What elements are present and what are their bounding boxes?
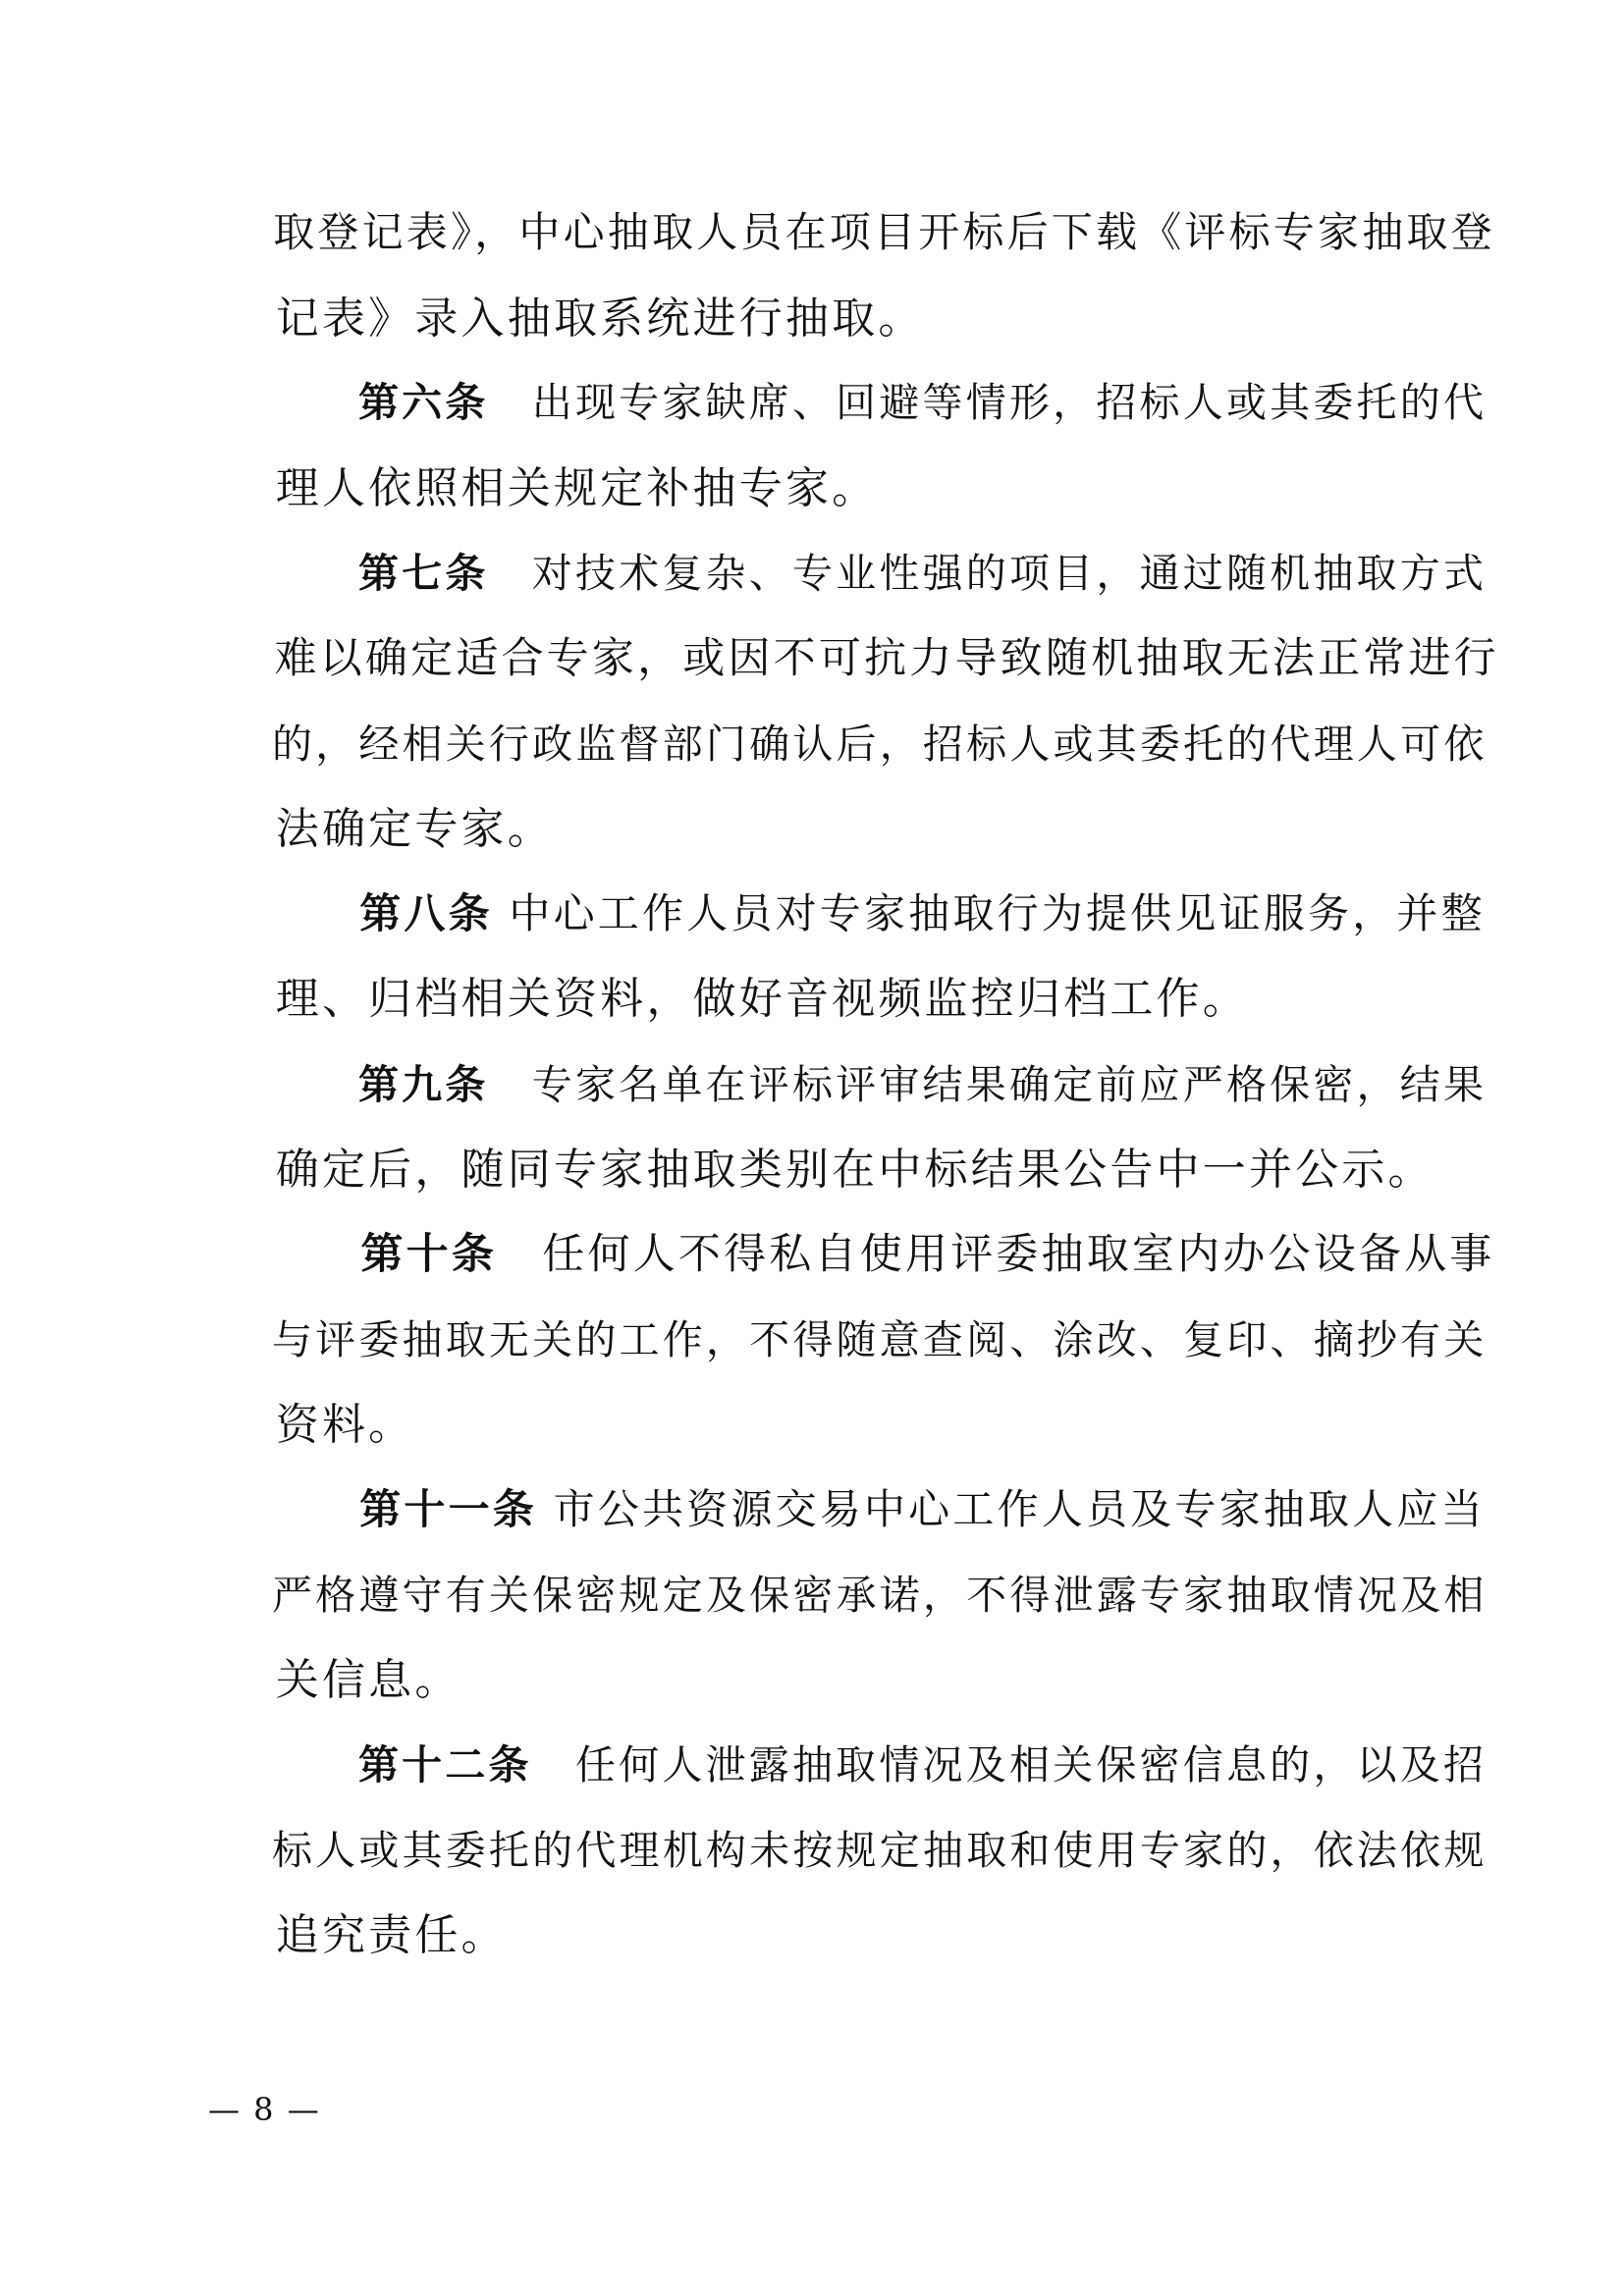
- page-number: — 8 —: [208, 2091, 321, 2128]
- text-line: [0, 1067, 1624, 1195]
- text-line: [0, 1492, 1624, 1619]
- text-segment: 的，经相关行政监督部门确认后，招标人或其委托的代理人可依: [271, 721, 1488, 768]
- text-segment: 任何人泄露抽取情况及相关保密信息的，以及招: [531, 1741, 1488, 1789]
- article-label: 第十条: [360, 1230, 498, 1279]
- text-segment: 出现专家缺席、回避等情形，招标人或其委托的代: [488, 379, 1488, 426]
- text-segment: 理、归档相关资料，做好音视频监控归档工作。: [275, 974, 1249, 1024]
- article-10-heading-line: [0, 1151, 1624, 1279]
- text-segment: 标人或其委托的代理机构未按规定抽取和使用专家的，依法依规: [271, 1827, 1488, 1874]
- text-segment: 取登记表》，中心抽取人员在项目开标后下载《评标专家抽取登: [273, 208, 1495, 256]
- text-line: [0, 896, 1624, 1024]
- text-line: [0, 1577, 1624, 1705]
- article-7-heading-line: [0, 470, 1624, 597]
- text-segment: 任何人不得私自使用评委抽取室内办公设备从事: [497, 1230, 1495, 1279]
- text-segment: 资料。: [275, 1400, 415, 1450]
- text-line: [0, 726, 1624, 854]
- article-9-heading-line: [0, 982, 1624, 1108]
- article-11-heading-line: [0, 1407, 1624, 1533]
- text-segment: 理人依照相关规定补抽专家。: [275, 463, 879, 513]
- text-line: [0, 1237, 1624, 1363]
- text-line: [0, 386, 1624, 513]
- text-line: [0, 130, 1624, 256]
- text-line: [0, 216, 1624, 344]
- text-segment: 确定后，随同专家抽取类别在中标结果公告中一并公示。: [275, 1145, 1435, 1195]
- text-segment: 对技术复杂、专业性强的项目，通过随机抽取方式: [488, 550, 1488, 597]
- article-label: 第十一条: [359, 1485, 538, 1533]
- article-label: 第十二条: [357, 1741, 532, 1789]
- article-8-heading-line: [0, 811, 1624, 937]
- article-label: 第八条: [359, 889, 493, 937]
- text-segment: 专家名单在评标评审结果确定前应严格保密，结果: [488, 1061, 1488, 1108]
- text-line: [0, 1747, 1624, 1874]
- text-segment: 难以确定适合专家，或因不可抗力导致随机抽取无法正常进行: [274, 634, 1499, 683]
- text-line: [0, 556, 1624, 683]
- article-label: 第六条: [357, 379, 489, 426]
- text-segment: 记表》录入抽取系统进行抽取。: [275, 294, 925, 344]
- article-12-heading-line: [0, 1662, 1624, 1789]
- text-segment: 中心工作人员对专家抽取行为提供见证服务，并整: [492, 889, 1486, 937]
- text-segment: 市公共资源交易中心工作人员及专家抽取人应当: [537, 1485, 1486, 1533]
- text-line: [0, 1833, 1624, 1960]
- article-6-heading-line: [0, 299, 1624, 426]
- text-segment: 严格遵守有关保密规定及保密承诺，不得泄露专家抽取情况及相: [271, 1572, 1488, 1619]
- article-label: 第七条: [357, 550, 489, 597]
- text-line: [0, 1322, 1624, 1450]
- text-segment: 追究责任。: [275, 1910, 508, 1960]
- article-label: 第九条: [357, 1061, 489, 1108]
- text-segment: 法确定专家。: [275, 804, 554, 854]
- text-segment: 与评委抽取无关的工作，不得随意查阅、涂改、复印、摘抄有关: [271, 1316, 1488, 1363]
- text-line: [0, 641, 1624, 768]
- text-segment: 关信息。: [275, 1655, 461, 1705]
